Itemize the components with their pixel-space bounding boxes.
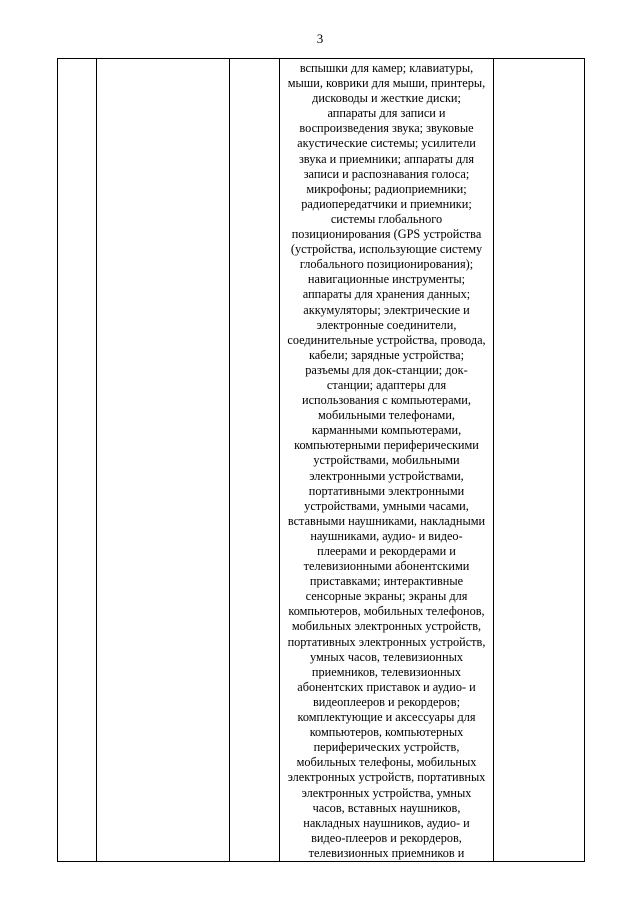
goods-text-line: электронных устройства, умных bbox=[301, 785, 472, 800]
goods-text-line: плеерами и рекордерами и bbox=[317, 544, 456, 558]
goods-text-line: устройствами, мобильными bbox=[313, 453, 460, 468]
goods-text-line: компьютеров, мобильных телефонов, bbox=[288, 604, 485, 619]
goods-text-line: умных часов, телевизионных bbox=[309, 649, 463, 664]
goods-text-line: навигационные инструменты; bbox=[307, 272, 466, 287]
goods-text-line: карманными компьютерами, bbox=[311, 423, 462, 438]
goods-text-line: дисководы и жесткие диски; bbox=[312, 91, 461, 106]
goods-text-line: станции; адаптеры для bbox=[326, 377, 447, 392]
goods-text-line: записи и распознавания голоса; bbox=[303, 166, 470, 181]
goods-text-line: приемников, телевизионных bbox=[311, 664, 462, 679]
table-cell-notes bbox=[494, 59, 585, 862]
page-number: 3 bbox=[316, 31, 324, 46]
goods-text-line: воспроизведения звука; звуковые bbox=[299, 121, 474, 136]
goods-text-line: позиционирования (GPS устройства bbox=[291, 227, 482, 242]
goods-text-line: соединительные устройства, провода, bbox=[287, 332, 486, 347]
goods-text-line: разъемы для док-станции; док- bbox=[305, 362, 468, 377]
goods-text-line: электронные соединители, bbox=[316, 317, 457, 332]
goods-text-line: электронными устройствами, bbox=[309, 468, 464, 483]
table-row bbox=[58, 59, 585, 862]
goods-text-line: компьютеров, компьютерных bbox=[309, 725, 464, 740]
goods-text-line: абонентских приставок и аудио- и bbox=[297, 679, 476, 694]
goods-text-line: вспышки для камер; клавиатуры, bbox=[299, 61, 474, 75]
goods-text-line: использования с компьютерами, bbox=[302, 393, 471, 408]
goods-text-line: часов, вставных наушников, bbox=[312, 800, 461, 815]
goods-text-line: микрофоны; радиоприемники; bbox=[306, 181, 467, 196]
goods-text-line: (устройства, использующие систему bbox=[290, 242, 483, 257]
goods-text-line: видеоплееров и рекордеров; bbox=[312, 694, 461, 709]
goods-text-line: периферических устройств, bbox=[313, 740, 460, 755]
goods-text-line: аппараты для записи и bbox=[327, 106, 446, 121]
goods-text-line: вставными наушниками, накладными bbox=[287, 513, 486, 528]
goods-text-line: телевизионных приемников и bbox=[308, 845, 465, 860]
goods-text-block bbox=[280, 59, 493, 861]
goods-text-line: телевизионными абонентскими bbox=[303, 559, 470, 574]
goods-text-line: звука и приемники; аппараты для bbox=[298, 151, 475, 166]
goods-text-line: аккумуляторы; электрические и bbox=[303, 302, 470, 317]
goods-text-line: портативных электронных устройств, bbox=[287, 634, 486, 649]
goods-text-line: приставками; интерактивные bbox=[309, 574, 464, 589]
goods-text-line: мыши, коврики для мыши, принтеры, bbox=[287, 76, 486, 91]
goods-text-line: мобильных телефоны, мобильных bbox=[296, 755, 477, 770]
goods-text-line: устройствами, умными часами, bbox=[304, 498, 469, 513]
goods-text-line: мобильными телефонами, bbox=[318, 408, 455, 423]
goods-text-line: комплектующие и аксессуары для bbox=[297, 710, 476, 725]
table-cell-class bbox=[230, 59, 280, 862]
goods-text-line: электронных устройств, портативных bbox=[287, 770, 486, 785]
goods-text-line: системы глобального bbox=[330, 211, 443, 226]
table-cell-name bbox=[97, 59, 230, 862]
goods-text-line: накладных наушников, аудио- и bbox=[303, 815, 470, 830]
goods-text-line: сенсорные экраны; экраны для bbox=[305, 589, 468, 604]
goods-text-line: видео-плееров и рекордеров, bbox=[311, 830, 462, 845]
goods-text-line: радиопередатчики и приемники; bbox=[301, 196, 472, 211]
goods-text-line: кабели; зарядные устройства; bbox=[308, 347, 465, 362]
goods-text-line: акустические системы; усилители bbox=[297, 136, 476, 151]
goods-text-line: аппараты для хранения данных; bbox=[302, 287, 471, 302]
goods-text-line: глобального позиционирования); bbox=[299, 257, 474, 272]
table-cell-goods-list bbox=[280, 59, 494, 862]
goods-text-line: мобильных электронных устройств, bbox=[291, 619, 482, 634]
goods-text-line: портативными электронными bbox=[308, 483, 465, 498]
goods-table bbox=[57, 58, 585, 862]
goods-text-line: компьютерными периферическими bbox=[294, 438, 479, 453]
table-cell-number bbox=[58, 59, 97, 862]
goods-text-line: наушниками, аудио- и видео- bbox=[310, 528, 463, 543]
